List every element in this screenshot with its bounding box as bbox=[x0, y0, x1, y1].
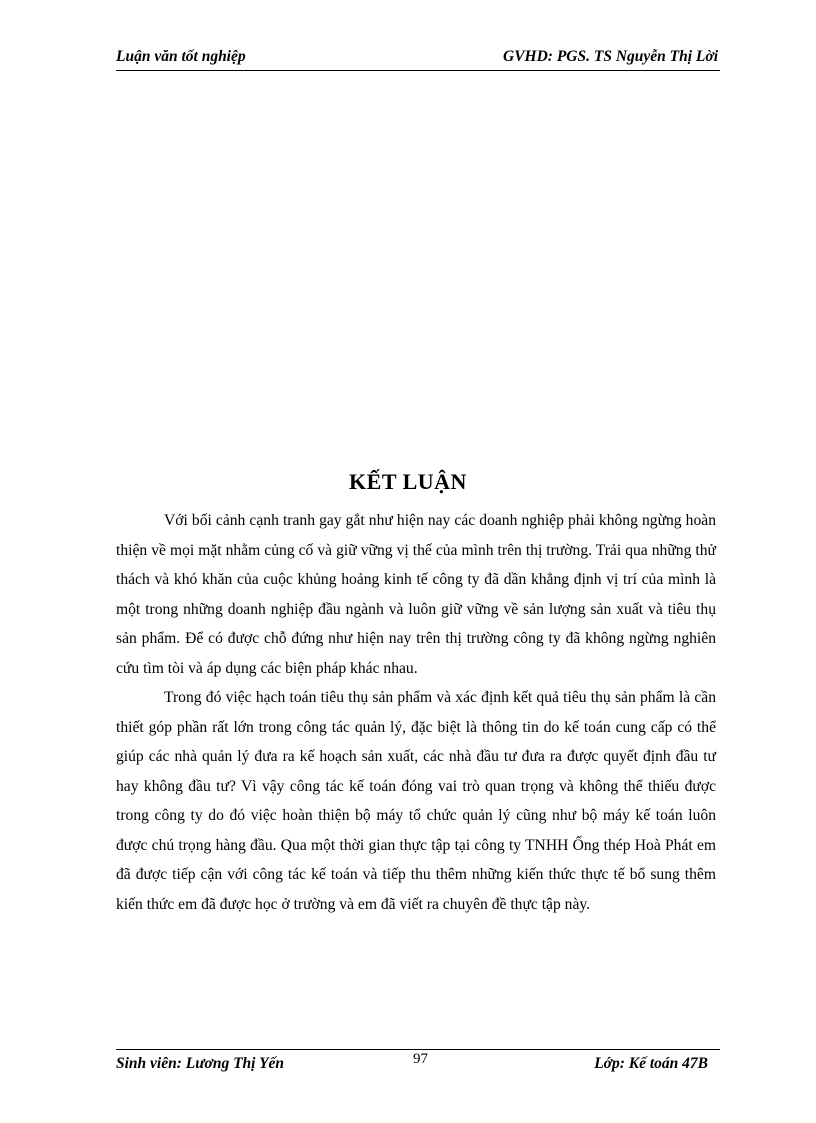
section-title: KẾT LUẬN bbox=[349, 469, 467, 494]
page-header bbox=[116, 48, 720, 71]
conclusion-body bbox=[116, 506, 716, 919]
page-number: 97 bbox=[413, 1051, 428, 1067]
header-supervisor: GVHD: PGS. TS Nguyễn Thị Lời bbox=[503, 48, 718, 65]
footer-class: Lớp: Kế toán 47B bbox=[594, 1055, 708, 1072]
paragraph-1: Với bối cảnh cạnh tranh gay gắt như hiện nay các doanh nghiệp phải không ngừng hoàn thiện về mọi mặt nhằm củng cố và giữ vững vị thế của mình trên thị trường. Trải qua những thử thách và khó khăn của cuộc khủng hoảng kinh tế công ty đã dần khẳng định vị trí của mình là một trong những doanh nghiệp đầu ngành và luôn giữ vững về sản lượng sản xuất và tiêu thụ sản phẩm. Để có được chỗ đứng như hiện nay trên thị trường công ty đã không ngừng nghiên cứu tìm tòi và áp dụng các biện pháp khác nhau. bbox=[116, 512, 716, 677]
header-thesis-label: Luận văn tốt nghiệp bbox=[116, 48, 246, 65]
paragraph-2: Trong đó việc hạch toán tiêu thụ sản phẩm và xác định kết quả tiêu thụ sản phẩm là cần thiết góp phần rất lớn trong công tác quản lý, đặc biệt là thông tin do kế toán cung cấp có thể giúp các nhà quản lý đưa ra kế hoạch sản xuất, các nhà đầu tư đưa ra được quyết định đầu tư hay không đầu tư? Vì vậy công tác kế toán đóng vai trò quan trọng và không thể thiếu được trong công ty do đó việc hoàn thiện bộ máy tổ chức quản lý cũng như bộ máy kế toán luôn được chú trọng hàng đầu. Qua một thời gian thực tập tại công ty TNHH Ống thép Hoà Phát em đã được tiếp cận với công tác kế toán và tiếp thu thêm những kiến thức thực tế bổ sung thêm kiến thức em đã được học ở trường và em đã viết ra chuyên đề thực tập này. bbox=[116, 689, 716, 913]
footer-student: Sinh viên: Lương Thị Yến bbox=[116, 1055, 285, 1072]
page-footer bbox=[116, 1049, 720, 1072]
